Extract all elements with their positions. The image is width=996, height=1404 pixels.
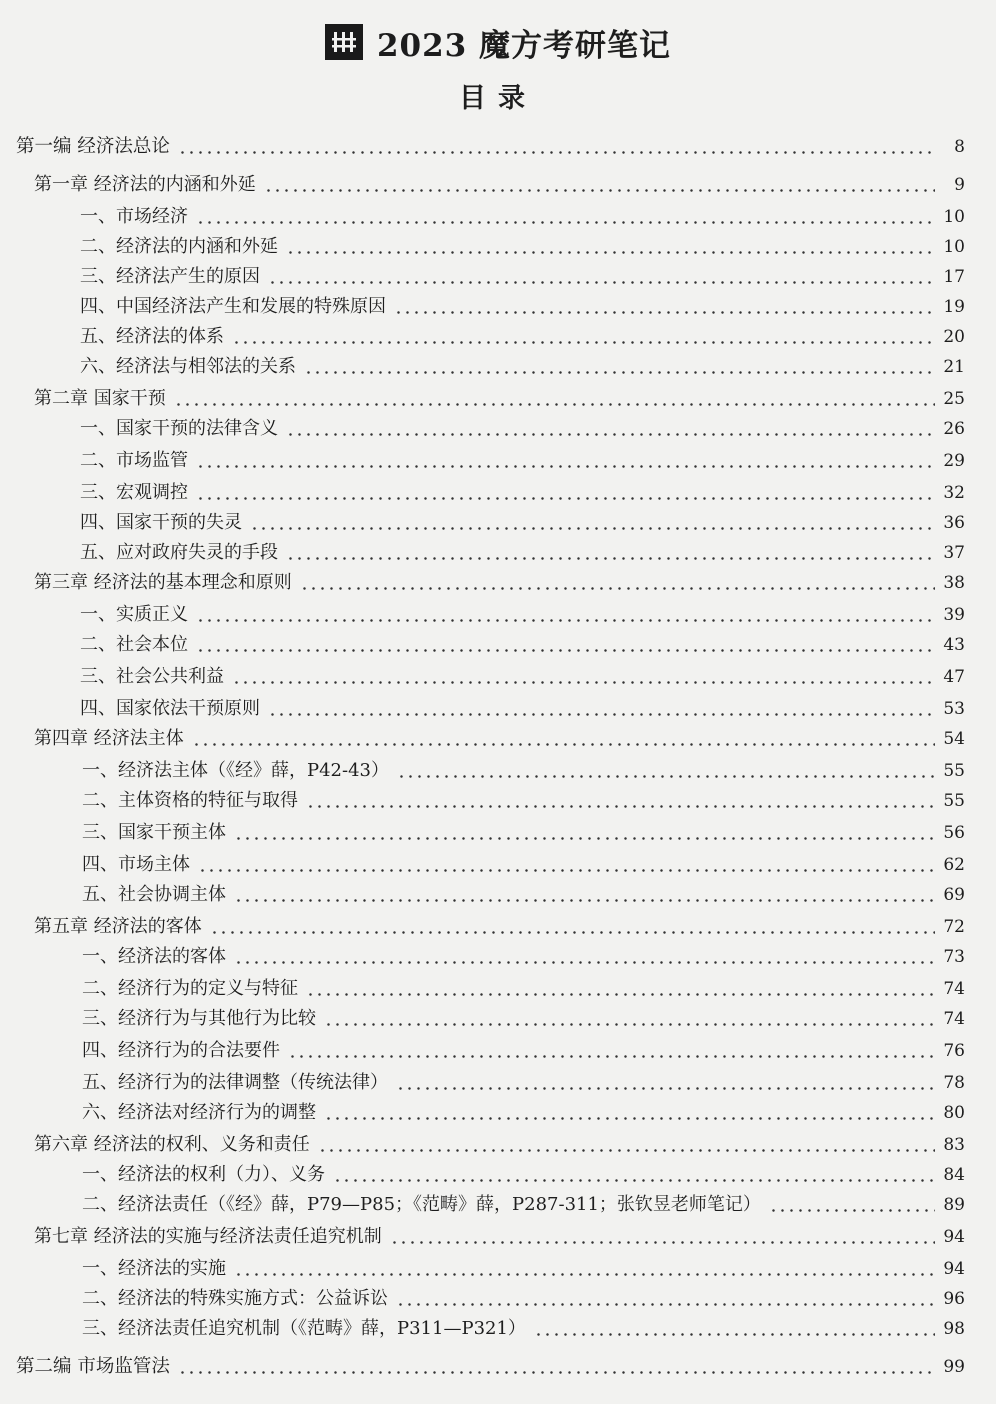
- document-header: [0, 20, 996, 64]
- toc-entry-chapter: [34, 728, 965, 750]
- dot-leader: [286, 251, 935, 254]
- toc-entry-page-number: 78: [943, 1073, 965, 1093]
- toc-entry-section: [80, 666, 965, 688]
- toc-entry-page-number: 55: [943, 791, 965, 811]
- toc-entry-section: [80, 356, 965, 378]
- toc-entry-page-number: 53: [943, 699, 965, 719]
- toc-entry-label: 第二章 国家干预: [34, 388, 166, 409]
- toc-entry-chapter: [34, 1226, 965, 1248]
- toc-entry-page-number: 17: [943, 267, 965, 287]
- toc-entry-page-number: 72: [943, 917, 965, 937]
- toc-entry-section: [82, 1008, 965, 1030]
- toc-entry-label: 四、经济行为的合法要件: [82, 1040, 280, 1061]
- toc-entry-page-number: 36: [943, 513, 965, 533]
- toc-entry-label: 二、经济法责任（《经》薛，P79—P85；《范畴》薛，P287-311；张钦昱老师笔记）: [82, 1194, 761, 1215]
- toc-entry-label: 二、社会本位: [80, 634, 188, 655]
- toc-entry-chapter: [34, 1134, 965, 1156]
- toc-entry-page-number: 32: [943, 483, 965, 503]
- toc-entry-section: [80, 698, 965, 720]
- document-title: 2023 魔方考研笔记: [376, 27, 672, 64]
- toc-entry-section: [82, 854, 965, 876]
- toc-entry-label: 第七章 经济法的实施与经济法责任追究机制: [34, 1226, 382, 1247]
- dot-leader: [268, 713, 935, 716]
- toc-entry-page-number: 25: [943, 389, 965, 409]
- toc-entry-chapter: [34, 174, 965, 196]
- toc-entry-page-number: 99: [943, 1357, 965, 1377]
- toc-entry-section: [80, 206, 965, 228]
- toc-entry-page-number: 62: [943, 855, 965, 875]
- toc-entry-label: 六、经济法对经济行为的调整: [82, 1102, 316, 1123]
- toc-entry-page-number: 54: [943, 729, 965, 749]
- toc-entry-label: 第六章 经济法的权利、义务和责任: [34, 1134, 310, 1155]
- toc-entry-label: 一、实质正义: [80, 604, 188, 625]
- toc-entry-label: 一、国家干预的法律含义: [80, 418, 278, 439]
- toc-entry-part: [16, 136, 965, 158]
- toc-entry-section: [82, 760, 965, 782]
- dot-leader: [234, 837, 935, 840]
- dot-leader: [196, 649, 935, 652]
- toc-entry-label: 四、中国经济法产生和发展的特殊原因: [80, 296, 386, 317]
- toc-entry-section: [80, 482, 965, 504]
- toc-entry-page-number: 39: [943, 605, 965, 625]
- toc-entry-label: 第一编 经济法总论: [16, 136, 170, 157]
- toc-entry-chapter: [34, 388, 965, 410]
- toc-entry-label: 三、经济法责任追究机制（《范畴》薛，P311—P321）: [82, 1318, 526, 1339]
- toc-entry-page-number: 20: [943, 327, 965, 347]
- toc-entry-section: [82, 1258, 965, 1280]
- toc-entry-page-number: 83: [943, 1135, 965, 1155]
- dot-leader: [288, 1055, 935, 1058]
- dot-leader: [196, 465, 935, 468]
- toc-entry-label: 五、经济行为的法律调整（传统法律）: [82, 1072, 388, 1093]
- toc-entry-section: [80, 418, 965, 440]
- toc-entry-section: [80, 326, 965, 348]
- toc-entry-section: [82, 1102, 965, 1124]
- toc-entry-page-number: 26: [943, 419, 965, 439]
- toc-entry-page-number: 55: [943, 761, 965, 781]
- toc-entry-section: [80, 450, 965, 472]
- dot-leader: [232, 341, 935, 344]
- toc-entry-page-number: 21: [943, 357, 965, 377]
- toc-entry-section: [82, 1040, 965, 1062]
- toc-entry-section: [82, 822, 965, 844]
- toc-entry-label: 四、市场主体: [82, 854, 190, 875]
- toc-entry-label: 三、国家干预主体: [82, 822, 226, 843]
- toc-entry-page-number: 84: [943, 1165, 965, 1185]
- toc-entry-label: 二、经济行为的定义与特征: [82, 978, 298, 999]
- dot-leader: [196, 221, 935, 224]
- toc-entry-label: 四、国家干预的失灵: [80, 512, 242, 533]
- toc-entry-section: [82, 884, 965, 906]
- toc-entry-label: 三、社会公共利益: [80, 666, 224, 687]
- toc-entry-label: 二、主体资格的特征与取得: [82, 790, 298, 811]
- toc-entry-label: 三、宏观调控: [80, 482, 188, 503]
- toc-entry-section: [80, 542, 965, 564]
- toc-entry-page-number: 94: [943, 1259, 965, 1279]
- toc-entry-page-number: 69: [943, 885, 965, 905]
- toc-entry-section: [82, 1288, 965, 1310]
- dot-leader: [196, 619, 935, 622]
- dot-leader: [300, 587, 935, 590]
- dot-leader: [306, 993, 935, 996]
- toc-entry-section: [82, 1318, 965, 1340]
- dot-leader: [234, 961, 935, 964]
- dot-leader: [396, 1087, 935, 1090]
- toc-entry-label: 一、经济法主体（《经》薛，P42-43）: [82, 760, 390, 781]
- dot-leader: [234, 1273, 935, 1276]
- toc-entry-page-number: 9: [954, 175, 965, 195]
- toc-entry-page-number: 29: [943, 451, 965, 471]
- toc-entry-label: 一、经济法的权利（力）、义务: [82, 1164, 325, 1185]
- toc-entry-page-number: 94: [943, 1227, 965, 1247]
- dot-leader: [286, 433, 935, 436]
- toc-entry-label: 二、经济法的内涵和外延: [80, 236, 278, 257]
- toc-entry-part: [16, 1356, 965, 1378]
- dot-leader: [268, 281, 935, 284]
- toc-entry-chapter: [34, 572, 965, 594]
- dot-leader: [390, 1241, 935, 1244]
- toc-entry-page-number: 43: [943, 635, 965, 655]
- toc-entry-page-number: 98: [943, 1319, 965, 1339]
- toc-entry-section: [80, 634, 965, 656]
- toc-heading: 目录: [459, 83, 537, 114]
- toc-entry-page-number: 89: [943, 1195, 965, 1215]
- toc-entry-section: [80, 296, 965, 318]
- toc-entry-label: 一、经济法的客体: [82, 946, 226, 967]
- toc-entry-chapter: [34, 916, 965, 938]
- toc-entry-section: [82, 1072, 965, 1094]
- toc-entry-label: 第五章 经济法的客体: [34, 916, 202, 937]
- toc-entry-label: 第一章 经济法的内涵和外延: [34, 174, 256, 195]
- toc-entry-page-number: 96: [943, 1289, 965, 1309]
- toc-entry-page-number: 10: [943, 207, 965, 227]
- dot-leader: [304, 371, 935, 374]
- toc-entry-label: 四、国家依法干预原则: [80, 698, 260, 719]
- dot-leader: [250, 527, 935, 530]
- toc-entry-page-number: 56: [943, 823, 965, 843]
- toc-entry-label: 第四章 经济法主体: [34, 728, 184, 749]
- toc-entry-label: 三、经济法产生的原因: [80, 266, 260, 287]
- toc-entry-label: 第三章 经济法的基本理念和原则: [34, 572, 292, 593]
- toc-entry-section: [82, 790, 965, 812]
- toc-entry-label: 第二编 市场监管法: [16, 1356, 170, 1377]
- toc-entry-page-number: 74: [943, 979, 965, 999]
- dot-leader: [196, 497, 935, 500]
- toc-entry-page-number: 76: [943, 1041, 965, 1061]
- toc-entry-page-number: 38: [943, 573, 965, 593]
- toc-entry-page-number: 8: [954, 137, 965, 157]
- toc-entry-section: [80, 512, 965, 534]
- dot-leader: [306, 805, 935, 808]
- toc-entry-page-number: 10: [943, 237, 965, 257]
- dot-leader: [333, 1179, 935, 1182]
- toc-entry-page-number: 19: [943, 297, 965, 317]
- dot-leader: [192, 743, 935, 746]
- toc-entry-section: [80, 604, 965, 626]
- toc-entry-label: 五、经济法的体系: [80, 326, 224, 347]
- dot-leader: [394, 311, 935, 314]
- toc-entry-page-number: 80: [943, 1103, 965, 1123]
- toc-entry-label: 六、经济法与相邻法的关系: [80, 356, 296, 377]
- dot-leader: [318, 1149, 935, 1152]
- cube-logo-icon: [325, 24, 363, 60]
- toc-entry-label: 二、经济法的特殊实施方式：公益诉讼: [82, 1288, 388, 1309]
- dot-leader: [769, 1209, 935, 1212]
- dot-leader: [210, 931, 935, 934]
- dot-leader: [264, 189, 935, 192]
- dot-leader: [324, 1023, 935, 1026]
- toc-entry-page-number: 73: [943, 947, 965, 967]
- toc-entry-label: 二、市场监管: [80, 450, 188, 471]
- toc-entry-label: 一、市场经济: [80, 206, 188, 227]
- toc-entry-section: [82, 946, 965, 968]
- toc-entry-section: [82, 1164, 965, 1186]
- toc-entry-label: 五、社会协调主体: [82, 884, 226, 905]
- dot-leader: [396, 1303, 935, 1306]
- dot-leader: [534, 1333, 935, 1336]
- toc-entry-section: [80, 236, 965, 258]
- toc-entry-page-number: 74: [943, 1009, 965, 1029]
- toc-entry-section: [82, 978, 965, 1000]
- toc-entry-label: 五、应对政府失灵的手段: [80, 542, 278, 563]
- toc-entry-section: [80, 266, 965, 288]
- dot-leader: [178, 151, 935, 154]
- dot-leader: [198, 869, 935, 872]
- toc-entry-page-number: 37: [943, 543, 965, 563]
- toc-entry-section: [82, 1194, 965, 1216]
- toc-entry-label: 一、经济法的实施: [82, 1258, 226, 1279]
- dot-leader: [324, 1117, 935, 1120]
- dot-leader: [234, 899, 935, 902]
- dot-leader: [178, 1371, 935, 1374]
- dot-leader: [232, 681, 935, 684]
- toc-entry-page-number: 47: [943, 667, 965, 687]
- toc-entry-label: 三、经济行为与其他行为比较: [82, 1008, 316, 1029]
- dot-leader: [286, 557, 935, 560]
- dot-leader: [174, 403, 935, 406]
- dot-leader: [397, 775, 935, 778]
